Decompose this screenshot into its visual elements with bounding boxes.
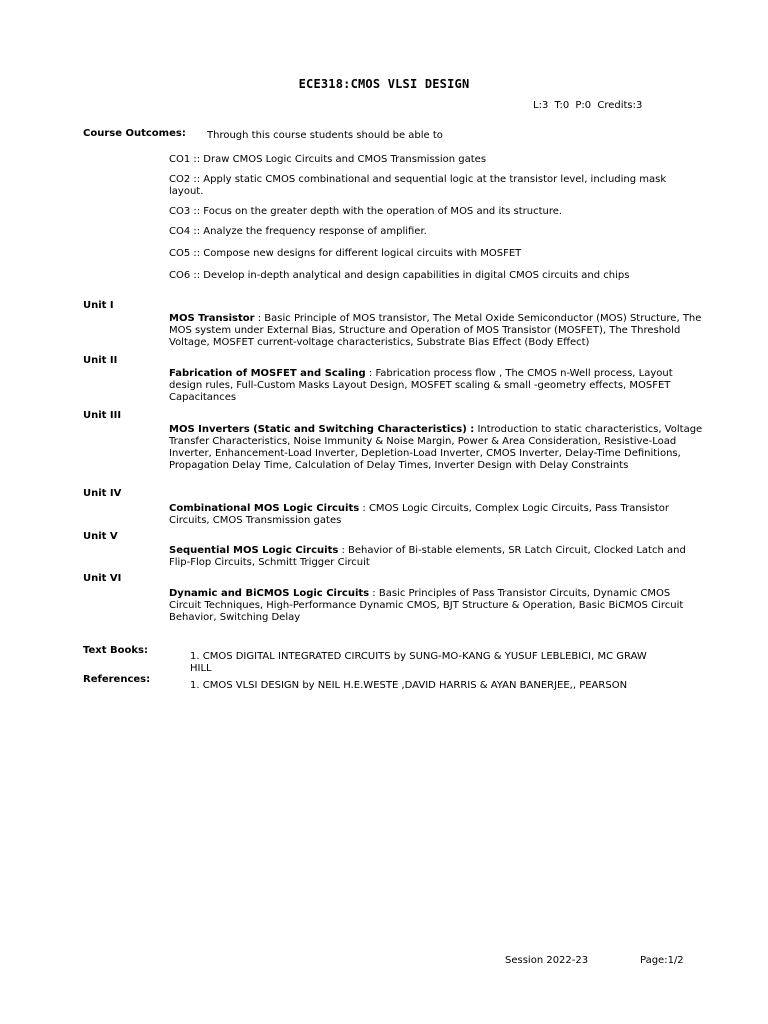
unit-description: [169, 368, 699, 404]
unit-text: : Basic Principles of Pass Transistor Circuits, Dynamic CMOS Circuit Techniques, High-Performance Dynamic CMOS, BJT Structure & Operation, Basic BiCMOS Circuit Behavior, Switching Delay: [169, 588, 684, 623]
unit-heading: Dynamic and BiCMOS Logic Circuits: [169, 588, 370, 599]
unit-text: : Behavior of Bi-stable elements, SR Latch Circuit, Clocked Latch and Flip-Flop Circuits, Schmitt Trigger Circuit: [169, 545, 686, 568]
unit-heading: Combinational MOS Logic Circuits: [169, 503, 360, 514]
unit-text: : Fabrication process flow , The CMOS n-Well process, Layout design rules, Full-Custom Masks Layout Design, MOSFET scaling & small -geometry effects, MOSFET Capacitances: [169, 368, 673, 403]
course-outcomes-label: Course Outcomes:: [83, 128, 186, 139]
unit-label: Unit I: [83, 300, 114, 311]
unit-text: Introduction to static characteristics, Voltage Transfer Characteristics, Noise Immunity & Noise Margin, Power & Area Consideration, Resistive-Load Inverter, Enhancement-Load Inverter, Depletion-Load Inverter, CMOS Inverter, Delay-Time Definitions, Propagation Delay Time, Calculation of Delay Times, Inverter Design with Delay Constraints: [169, 424, 703, 471]
unit-description: [169, 588, 699, 624]
unit-label: Unit V: [83, 531, 118, 542]
credits-line: L:3 T:0 P:0 Credits:3: [533, 100, 643, 111]
unit-text: : Basic Principle of MOS transistor, The Metal Oxide Semiconductor (MOS) Structure, The MOS system under External Bias, Structure and Operation of MOS Transistor (MOSFET), The Threshold Voltage, MOSFET current-voltage characteristics, Substrate Bias Effect (Body Effect): [169, 313, 702, 348]
reference-item: 1. CMOS VLSI DESIGN by NEIL H.E.WESTE ,DAVID HARRIS & AYAN BANERJEE,, PEARSON: [190, 680, 628, 691]
page-number: Page:1/2: [640, 955, 684, 966]
course-outcome-item: CO5 :: Compose new designs for different logical circuits with MOSFET: [169, 248, 522, 259]
unit-label: Unit III: [83, 410, 122, 421]
unit-heading: MOS Transistor: [169, 313, 255, 324]
unit-heading: Sequential MOS Logic Circuits: [169, 545, 339, 556]
course-outcome-item: CO1 :: Draw CMOS Logic Circuits and CMOS Transmission gates: [169, 154, 487, 165]
course-outcome-item: CO3 :: Focus on the greater depth with the operation of MOS and its structure.: [169, 206, 563, 217]
unit-text: : CMOS Logic Circuits, Complex Logic Circuits, Pass Transistor Circuits, CMOS Transmission gates: [169, 503, 670, 526]
unit-label: Unit VI: [83, 573, 122, 584]
unit-heading: MOS Inverters (Static and Switching Characteristics) :: [169, 424, 475, 435]
document-title: ECE318:CMOS VLSI DESIGN: [298, 77, 470, 91]
text-books-label: Text Books:: [83, 645, 148, 656]
course-outcome-item: CO2 :: Apply static CMOS combinational and sequential logic at the transistor level, including mask layout.: [169, 174, 667, 197]
course-outcomes-intro: Through this course students should be able to: [207, 130, 443, 141]
unit-label: Unit II: [83, 355, 118, 366]
unit-description: [169, 503, 699, 527]
unit-description: [169, 313, 709, 349]
unit-description: [169, 545, 694, 569]
session-text: Session 2022-23: [505, 955, 589, 966]
unit-label: Unit IV: [83, 488, 122, 499]
unit-description: [169, 424, 704, 472]
unit-heading: Fabrication of MOSFET and Scaling: [169, 368, 366, 379]
course-outcome-item: CO4 :: Analyze the frequency response of amplifier.: [169, 226, 427, 237]
references-label: References:: [83, 674, 151, 685]
text-book-item: 1. CMOS DIGITAL INTEGRATED CIRCUITS by SUNG-MO-KANG & YUSUF LEBLEBICI, MC GRAW HILL: [190, 651, 647, 674]
course-outcome-item: CO6 :: Develop in-depth analytical and design capabilities in digital CMOS circuits and chips: [169, 270, 630, 281]
